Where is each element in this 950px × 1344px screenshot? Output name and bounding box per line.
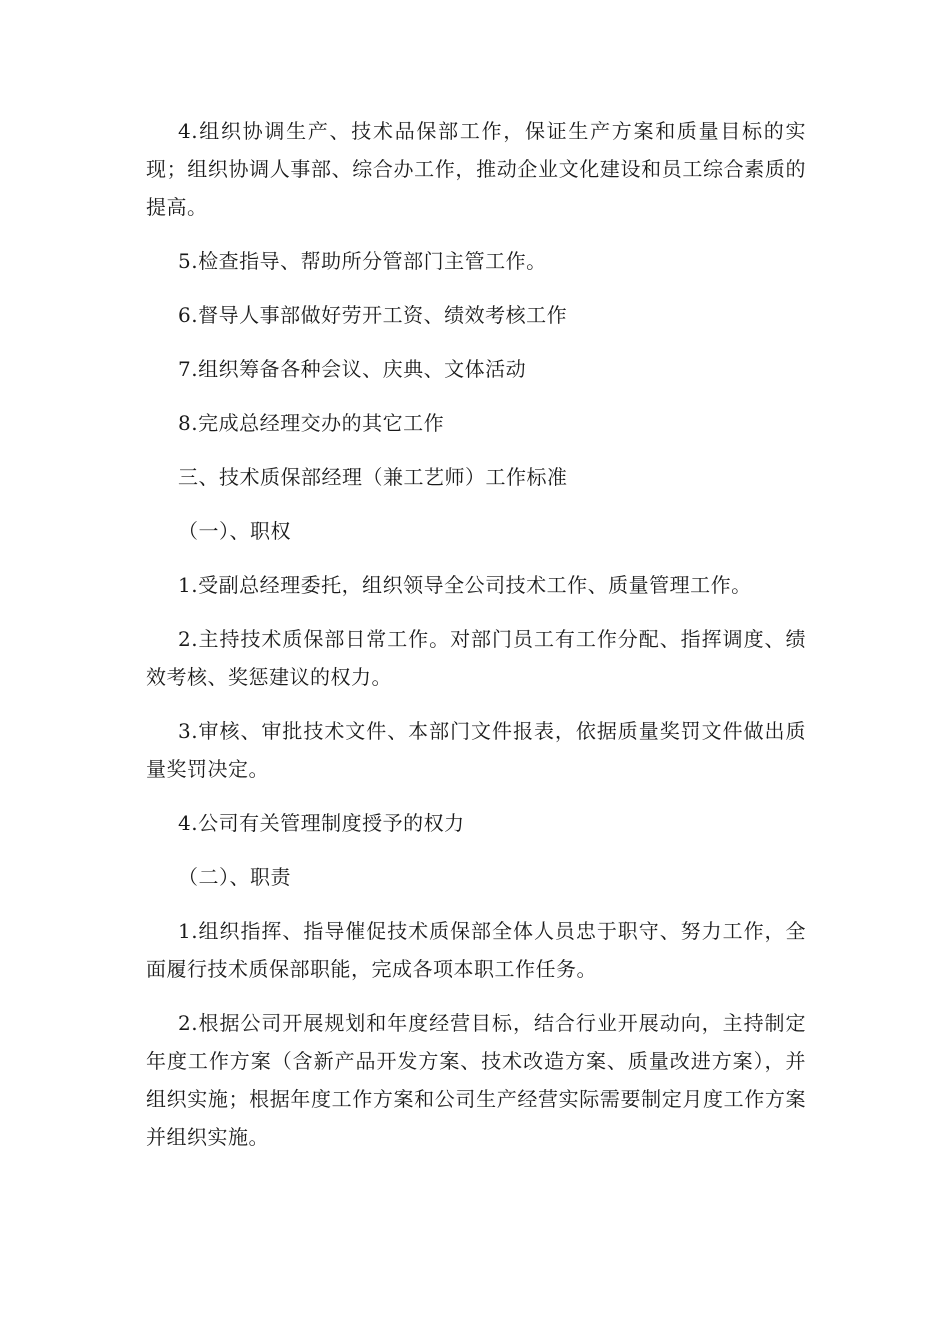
paragraph-authority-3: 3.审核、审批技术文件、本部门文件报表，依据质量奖罚文件做出质量奖罚决定。 — [146, 719, 806, 781]
subsection-heading-authority: （一）、职权 — [178, 519, 291, 543]
subsection-heading-responsibility: （二）、职责 — [178, 865, 291, 889]
paragraph-duty-7: 7.组织筹备各种会议、庆典、文体活动 — [178, 357, 527, 381]
section-heading-3: 三、技术质保部经理（兼工艺师）工作标准 — [178, 465, 568, 489]
paragraph-authority-1: 1.受副总经理委托，组织领导全公司技术工作、质量管理工作。 — [178, 573, 752, 597]
paragraph-duty-5: 5.检查指导、帮助所分管部门主管工作。 — [178, 249, 547, 273]
paragraph-authority-2: 2.主持技术质保部日常工作。对部门员工有工作分配、指挥调度、绩效考核、奖惩建议的权力。 — [146, 627, 806, 689]
document-page — [146, 112, 806, 1172]
paragraph-authority-4: 4.公司有关管理制度授予的权力 — [178, 811, 465, 835]
paragraph-duty-4: 4.组织协调生产、技术品保部工作，保证生产方案和质量目标的实现；组织协调人事部、综合办工作，推动企业文化建设和员工综合素质的提高。 — [146, 119, 806, 219]
paragraph-responsibility-1: 1.组织指挥、指导催促技术质保部全体人员忠于职守、努力工作，全面履行技术质保部职能，完成各项本职工作任务。 — [146, 919, 806, 981]
paragraph-duty-8: 8.完成总经理交办的其它工作 — [178, 411, 445, 435]
paragraph-duty-6: 6.督导人事部做好劳开工资、绩效考核工作 — [178, 303, 568, 327]
paragraph-responsibility-2: 2.根据公司开展规划和年度经营目标，结合行业开展动向，主持制定年度工作方案（含新产品开发方案、技术改造方案、质量改进方案），并组织实施；根据年度工作方案和公司生产经营实际需要制定月度工作方案并组织实施。 — [146, 1011, 806, 1149]
